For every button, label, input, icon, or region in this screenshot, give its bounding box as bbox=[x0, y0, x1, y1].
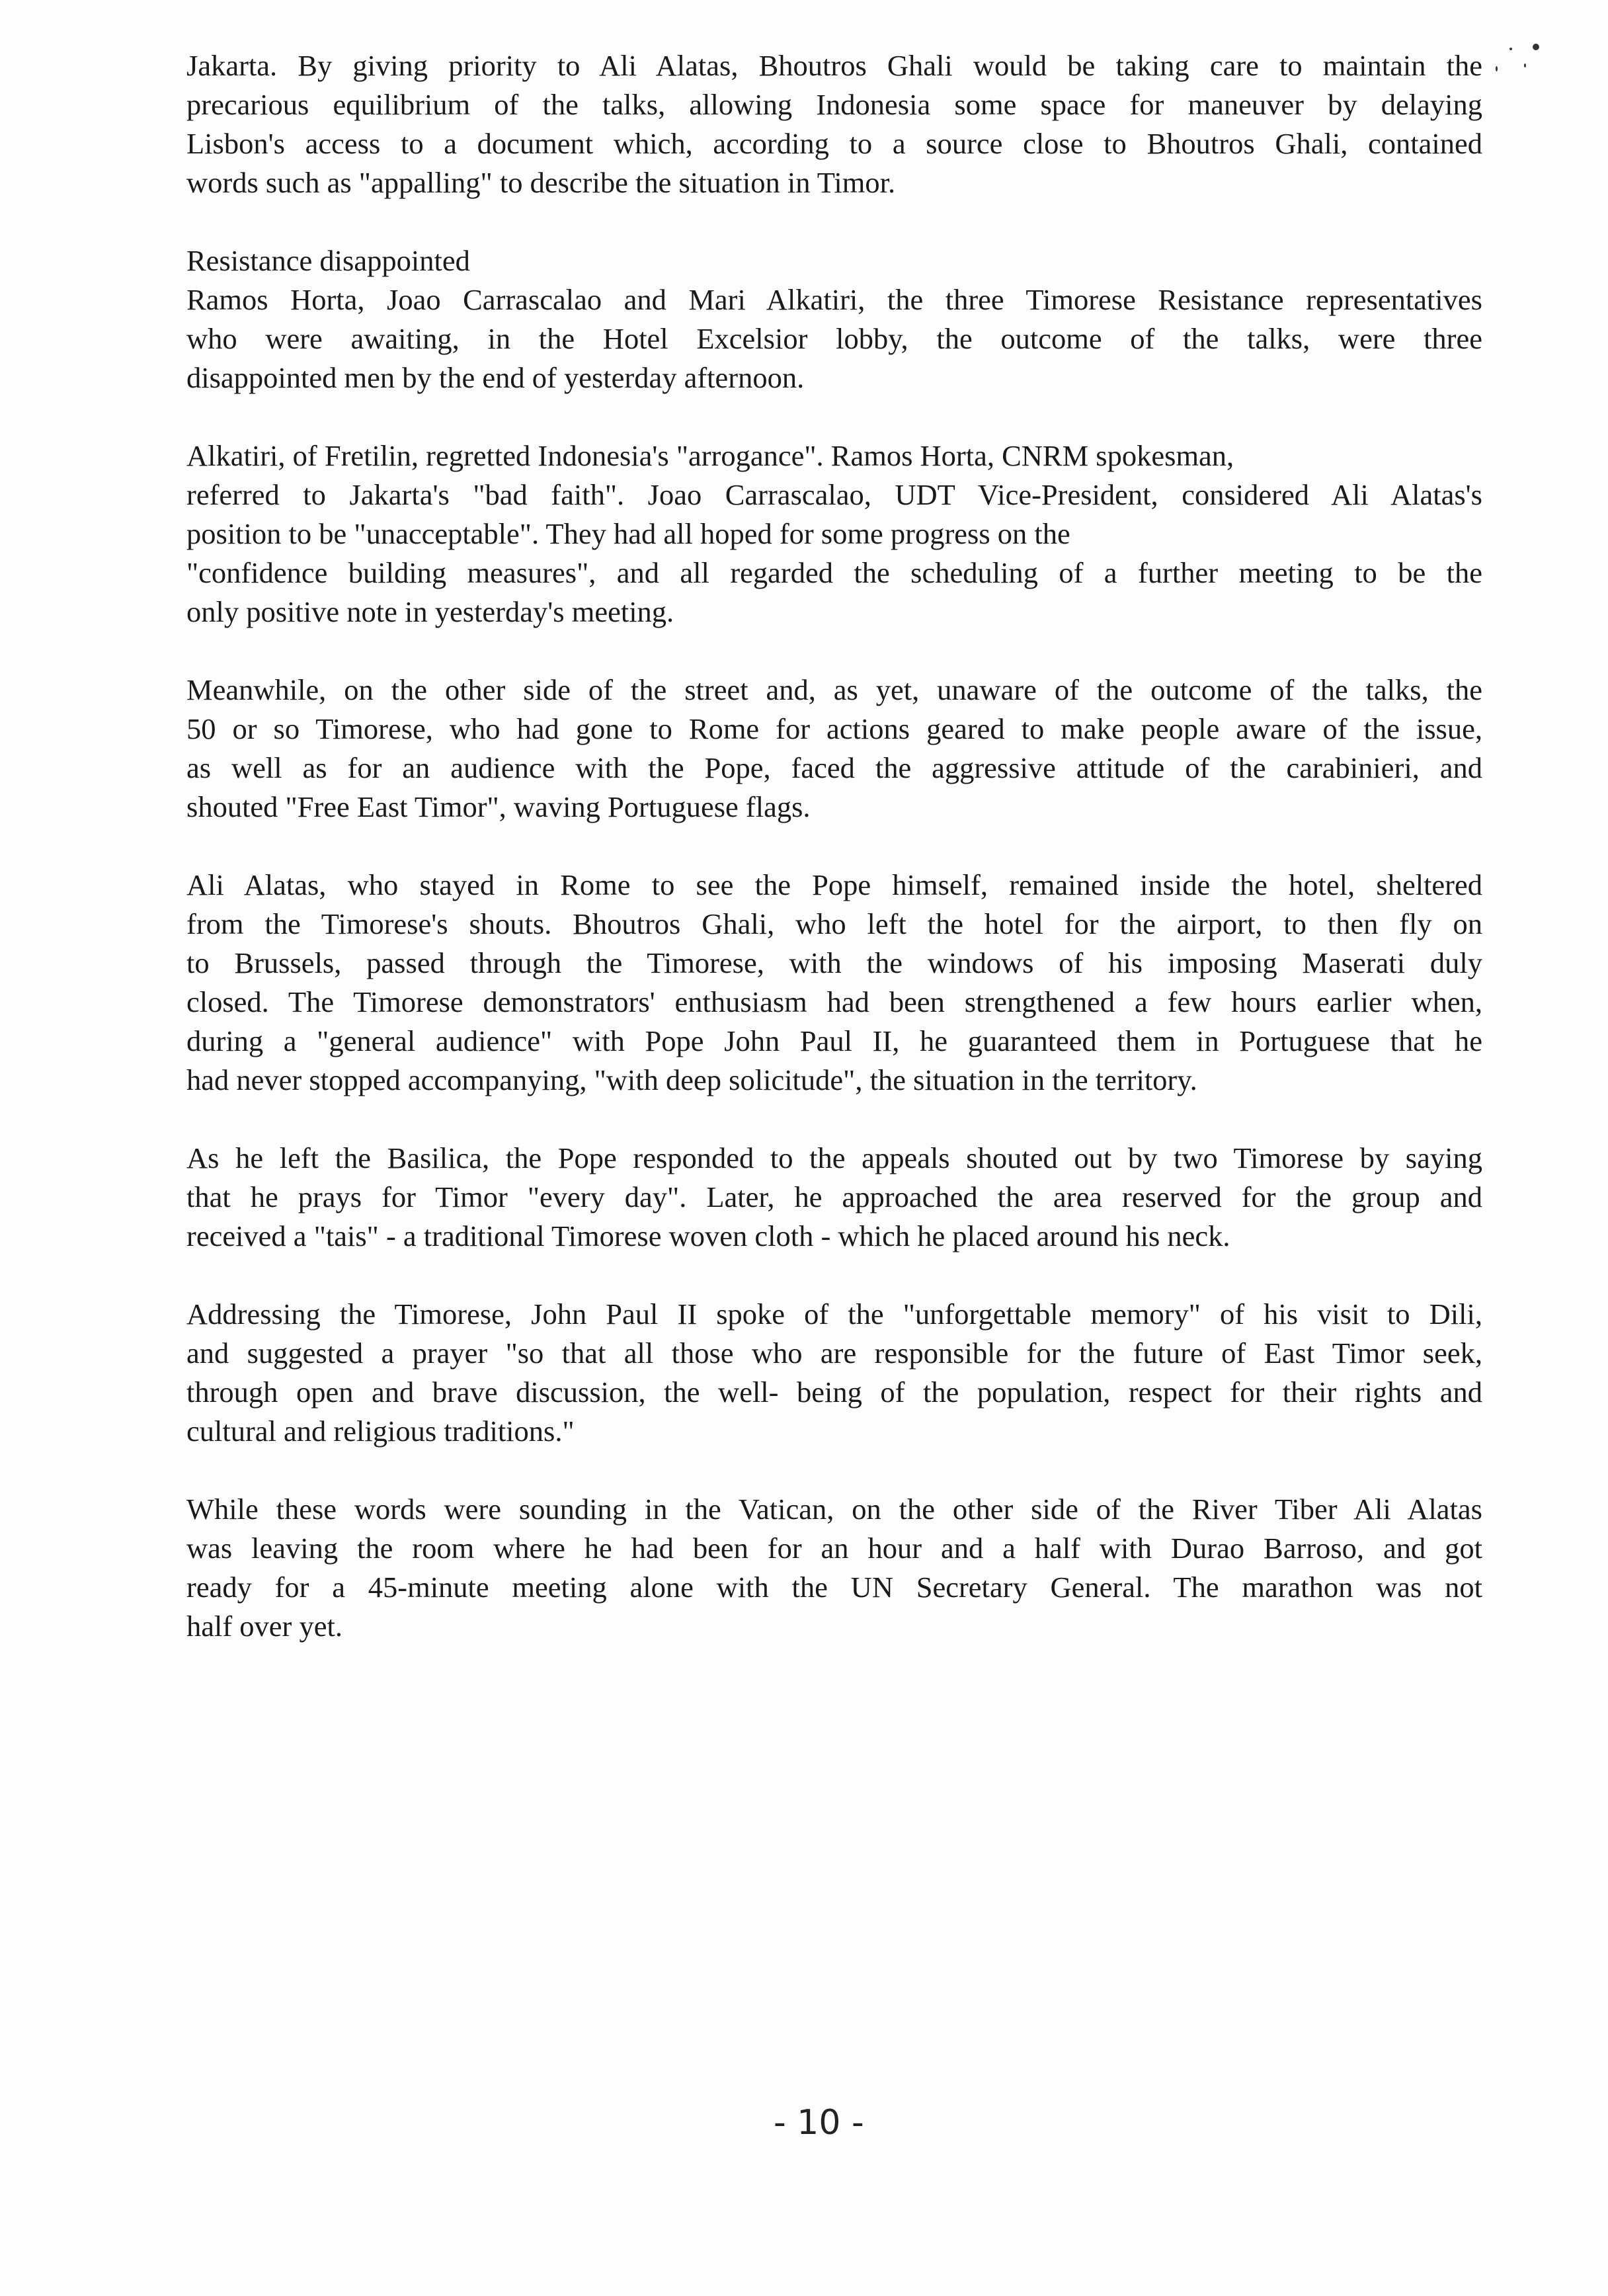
text-line: cultural and religious traditions." bbox=[186, 1414, 575, 1448]
text-line: during a "general audience" with Pope John Paul II, he guaranteed them in Portuguese that he bbox=[186, 1024, 1482, 1057]
paragraph-2 bbox=[186, 241, 1482, 397]
text-line: to Brussels, passed through the Timorese, with the windows of his imposing Maserati duly bbox=[186, 946, 1482, 979]
text-line: as well as for an audience with the Pope, faced the aggressive attitude of the carabinieri, and bbox=[186, 751, 1482, 784]
text-line: and suggested a prayer "so that all those who are responsible for the future of East Timor seek, bbox=[186, 1336, 1482, 1370]
section-heading: Resistance disappointed bbox=[186, 244, 470, 277]
text-line: Ali Alatas, who stayed in Rome to see the Pope himself, remained inside the hotel, sheltered bbox=[186, 868, 1482, 901]
text-line: only positive note in yesterday's meeting. bbox=[186, 595, 674, 628]
scan-speck bbox=[1533, 44, 1539, 50]
text-line: Jakarta. By giving priority to Ali Alatas, Bhoutros Ghali would be taking care to maintain the bbox=[186, 49, 1482, 82]
text-line: that he prays for Timor "every day". Later, he approached the area reserved for the group and bbox=[186, 1180, 1482, 1213]
text-line: Ramos Horta, Joao Carrascalao and Mari Alkatiri, the three Timorese Resistance representatives bbox=[186, 283, 1482, 316]
text-line: While these words were sounding in the Vatican, on the other side of the River Tiber Ali Alatas bbox=[186, 1493, 1482, 1526]
text-line: "confidence building measures", and all regarded the scheduling of a further meeting to be the bbox=[186, 556, 1482, 589]
text-line: words such as "appalling" to describe the situation in Timor. bbox=[186, 166, 896, 199]
paragraph-6 bbox=[186, 1139, 1482, 1256]
text-line: through open and brave discussion, the well- being of the population, respect for their rights and bbox=[186, 1375, 1482, 1409]
text-line: half over yet. bbox=[186, 1610, 342, 1643]
scan-speck bbox=[1524, 63, 1526, 67]
text-line: precarious equilibrium of the talks, allowing Indonesia some space for maneuver by delaying bbox=[186, 88, 1482, 121]
text-line: who were awaiting, in the Hotel Excelsior lobby, the outcome of the talks, were three bbox=[186, 322, 1482, 355]
page-number: - 10 - bbox=[774, 2103, 864, 2143]
text-line: Lisbon's access to a document which, according to a source close to Bhoutros Ghali, contained bbox=[186, 127, 1482, 160]
text-line: position to be "unacceptable". They had all hoped for some progress on the bbox=[186, 517, 1070, 550]
text-line: Meanwhile, on the other side of the street and, as yet, unaware of the outcome of the talks, the bbox=[186, 673, 1482, 706]
text-line: Addressing the Timorese, John Paul II spoke of the "unforgettable memory" of his visit to Dili, bbox=[186, 1297, 1482, 1331]
text-line: As he left the Basilica, the Pope responded to the appeals shouted out by two Timorese by saying bbox=[186, 1141, 1482, 1174]
paragraph-7 bbox=[186, 1295, 1482, 1451]
text-line: was leaving the room where he had been for an hour and a half with Durao Barroso, and got bbox=[186, 1532, 1482, 1565]
paragraph-3 bbox=[186, 436, 1482, 632]
text-line: received a "tais" - a traditional Timorese woven cloth - which he placed around his neck. bbox=[186, 1219, 1230, 1252]
scan-speck bbox=[1496, 66, 1498, 71]
paragraph-1 bbox=[186, 46, 1482, 202]
text-line: had never stopped accompanying, "with deep solicitude", the situation in the territory. bbox=[186, 1063, 1197, 1096]
text-line: Alkatiri, of Fretilin, regretted Indonesia's "arrogance". Ramos Horta, CNRM spokesman, bbox=[186, 439, 1234, 472]
text-line: referred to Jakarta's "bad faith". Joao Carrascalao, UDT Vice-President, considered Ali Alatas's bbox=[186, 478, 1482, 511]
text-line: disappointed men by the end of yesterday afternoon. bbox=[186, 361, 805, 394]
text-line: ready for a 45-minute meeting alone with the UN Secretary General. The marathon was not bbox=[186, 1571, 1482, 1604]
text-line: from the Timorese's shouts. Bhoutros Ghali, who left the hotel for the airport, to then fly on bbox=[186, 907, 1482, 940]
body-text bbox=[186, 46, 1482, 1685]
scan-speck bbox=[1509, 48, 1512, 50]
paragraph-5 bbox=[186, 866, 1482, 1100]
paragraph-4 bbox=[186, 671, 1482, 827]
text-line: 50 or so Timorese, who had gone to Rome for actions geared to make people aware of the issue, bbox=[186, 712, 1482, 745]
text-line: closed. The Timorese demonstrators' enthusiasm had been strengthened a few hours earlier when, bbox=[186, 985, 1482, 1018]
paragraph-8 bbox=[186, 1490, 1482, 1646]
text-line: shouted "Free East Timor", waving Portuguese flags. bbox=[186, 790, 811, 823]
